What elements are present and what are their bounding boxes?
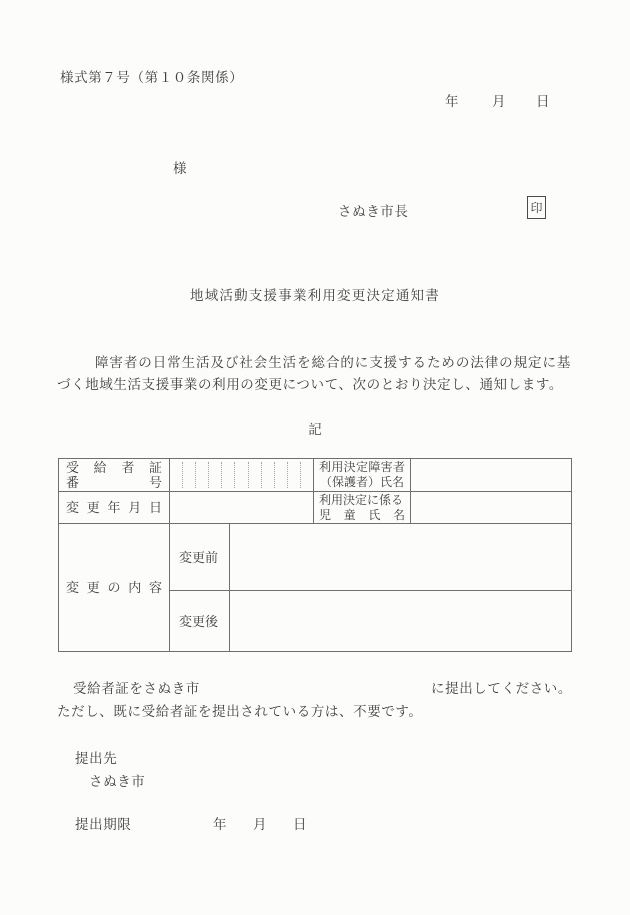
digit-slot xyxy=(288,462,301,488)
recipient-number-slots xyxy=(170,459,313,491)
deadline-day-label: 日 xyxy=(293,817,308,832)
seal-label: 印 xyxy=(530,201,543,215)
table-row-change-date xyxy=(59,492,571,524)
change-content-label: 変更の内容 xyxy=(66,580,162,595)
digit-slot xyxy=(183,462,196,488)
change-content-subtable xyxy=(170,524,571,651)
decision-person-label-line2: （保護者）氏名 xyxy=(319,475,404,489)
decision-person-label-cell xyxy=(314,459,411,491)
decision-child-label-cell xyxy=(314,492,411,523)
before-change-row xyxy=(170,524,571,591)
submit-note: ただし、既に受給者証を提出されている方は、不要です。 xyxy=(57,704,423,719)
issue-date-year-label: 年 xyxy=(445,94,460,109)
decision-table xyxy=(58,458,572,652)
recipient-number-cell xyxy=(170,459,314,491)
digit-slot xyxy=(262,462,275,488)
recipient-cert-label-line2: 番号 xyxy=(66,475,162,490)
document-title: 地域活動支援事業利用変更決定通知書 xyxy=(190,288,440,303)
change-date-label: 変更年月日 xyxy=(66,500,162,515)
decision-child-label-line2: 児童氏名 xyxy=(319,507,405,522)
digit-slot xyxy=(209,462,222,488)
deadline-year-label: 年 xyxy=(213,817,228,832)
after-change-label: 変更後 xyxy=(179,613,219,629)
seal-box xyxy=(527,196,546,219)
change-content-label-cell xyxy=(59,524,170,651)
digit-slot xyxy=(222,462,235,488)
before-change-label-cell xyxy=(170,524,230,590)
decision-child-label-line1: 利用決定に係る xyxy=(319,492,404,507)
digit-slot xyxy=(249,462,262,488)
digit-slot xyxy=(235,462,248,488)
submit-to-value: さぬき市 xyxy=(89,774,146,789)
after-change-label-cell xyxy=(170,591,230,651)
issue-date-day-label: 日 xyxy=(536,94,551,109)
table-row-change-content xyxy=(59,524,571,651)
submit-to-label: 提出先 xyxy=(75,751,118,766)
after-change-value-cell xyxy=(230,591,571,651)
note-mark: 記 xyxy=(308,422,322,437)
change-date-value-cell xyxy=(170,492,314,523)
digit-slot xyxy=(196,462,209,488)
after-change-row xyxy=(170,591,571,651)
submit-sentence-prefix: 受給者証をさぬき市 xyxy=(73,681,200,696)
digit-slot xyxy=(170,462,183,488)
digit-slot xyxy=(301,462,313,488)
form-number: 様式第７号（第１０条関係） xyxy=(60,70,244,85)
deadline-label: 提出期限 xyxy=(75,817,132,832)
decision-person-label-line1: 利用決定障害者 xyxy=(319,460,405,474)
mayor-name: さぬき市長 xyxy=(338,204,409,219)
before-change-label: 変更前 xyxy=(179,549,219,565)
digit-slot xyxy=(275,462,288,488)
submit-sentence-suffix: に提出してください。 xyxy=(431,681,572,696)
before-change-value-cell xyxy=(230,524,571,590)
table-row-recipient xyxy=(59,459,571,492)
addressee-suffix: 様 xyxy=(173,161,188,176)
decision-person-value-cell xyxy=(411,459,571,491)
recipient-cert-label-line1: 受給者証 xyxy=(66,460,162,475)
body-paragraph: 障害者の日常生活及び社会生活を総合的に支援するための法律の規定に基づく地域生活支援事業の利用の変更について、次のとおり決定し、通知します。 xyxy=(57,355,571,392)
issue-date-month-label: 月 xyxy=(492,94,507,109)
change-date-label-cell xyxy=(59,492,170,523)
decision-child-value-cell xyxy=(411,492,571,523)
deadline-month-label: 月 xyxy=(253,817,268,832)
recipient-cert-number-label-cell xyxy=(59,459,170,491)
